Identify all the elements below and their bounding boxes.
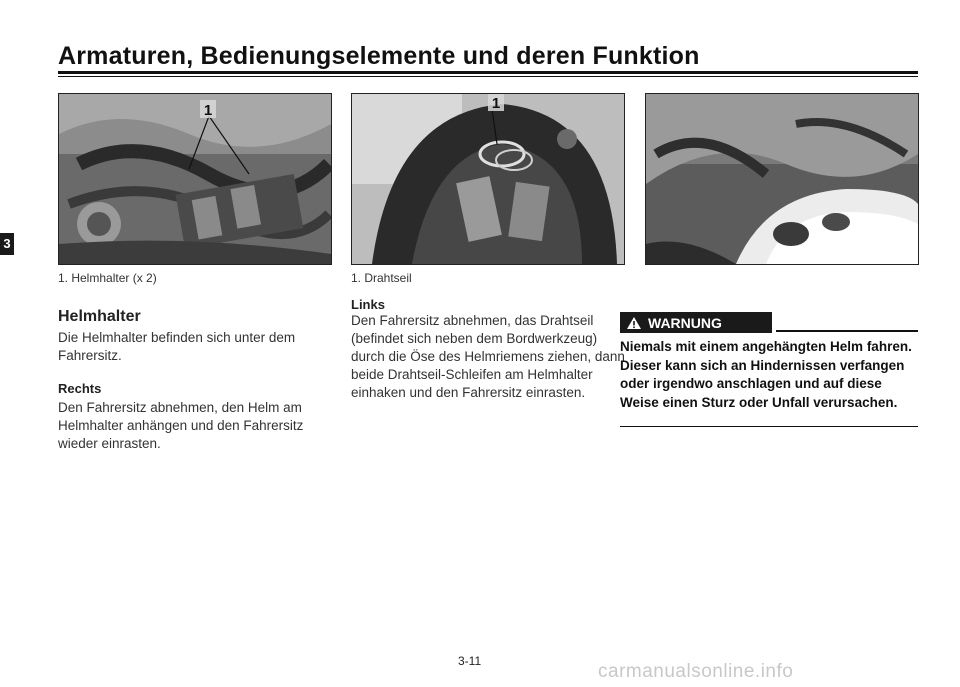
watermark: carmanualsonline.info [598,661,794,682]
warning-bottom-rule [620,426,918,427]
photo-helmet-holders [58,93,332,265]
right-side-label: Rechts [58,381,102,396]
photo-helmet-strap [645,93,919,265]
figure-caption: 1. Drahtseil [351,271,412,285]
figure-caption: 1. Helmhalter (x 2) [58,271,157,285]
photo-helmet-strap-image [646,94,918,264]
callout-number: 1 [203,102,213,119]
section-intro: Die Helmhalter befinden sich unter dem Fahrersitz. [58,330,296,363]
photo-helmet-holders-image [59,94,331,264]
warning-triangle-icon [626,316,642,330]
page-number: 3-11 [458,654,482,668]
warning-text: Niemals mit einem angehängten Helm fahren. Dieser kann sich an Hindernissen verfangen oder irgendwo anschlagen und auf diese Weise einen Sturz oder Unfall verursachen. [620,339,912,410]
left-side-instructions: Den Fahrersitz abnehmen, das Drahtseil (befindet sich neben dem Bordwerkzeug) durch die Öse des Helmriemens ziehen, dann beide Drahtseil-Schleifen am Helmhalter einhaken und den Fahrersitz einrasten. [351,313,625,400]
header-rule [58,71,918,74]
header-rule-thin [58,76,918,77]
photo-wire-cable-image [352,94,624,264]
left-side-label: Links [351,297,385,312]
page-title: Armaturen, Bedienungselemente und deren Funktion [58,42,700,70]
warning-badge [620,312,772,333]
warning-rule [776,330,918,332]
callout-number: 1 [491,95,501,112]
warning-label: WARNUNG [648,314,722,331]
photo-wire-cable [351,93,625,265]
section-heading: Helmhalter [58,308,141,325]
chapter-tab: 3 [0,233,14,255]
right-side-instructions: Den Fahrersitz abnehmen, den Helm am Helmhalter anhängen und den Fahrersitz wieder einrasten. [58,400,304,451]
